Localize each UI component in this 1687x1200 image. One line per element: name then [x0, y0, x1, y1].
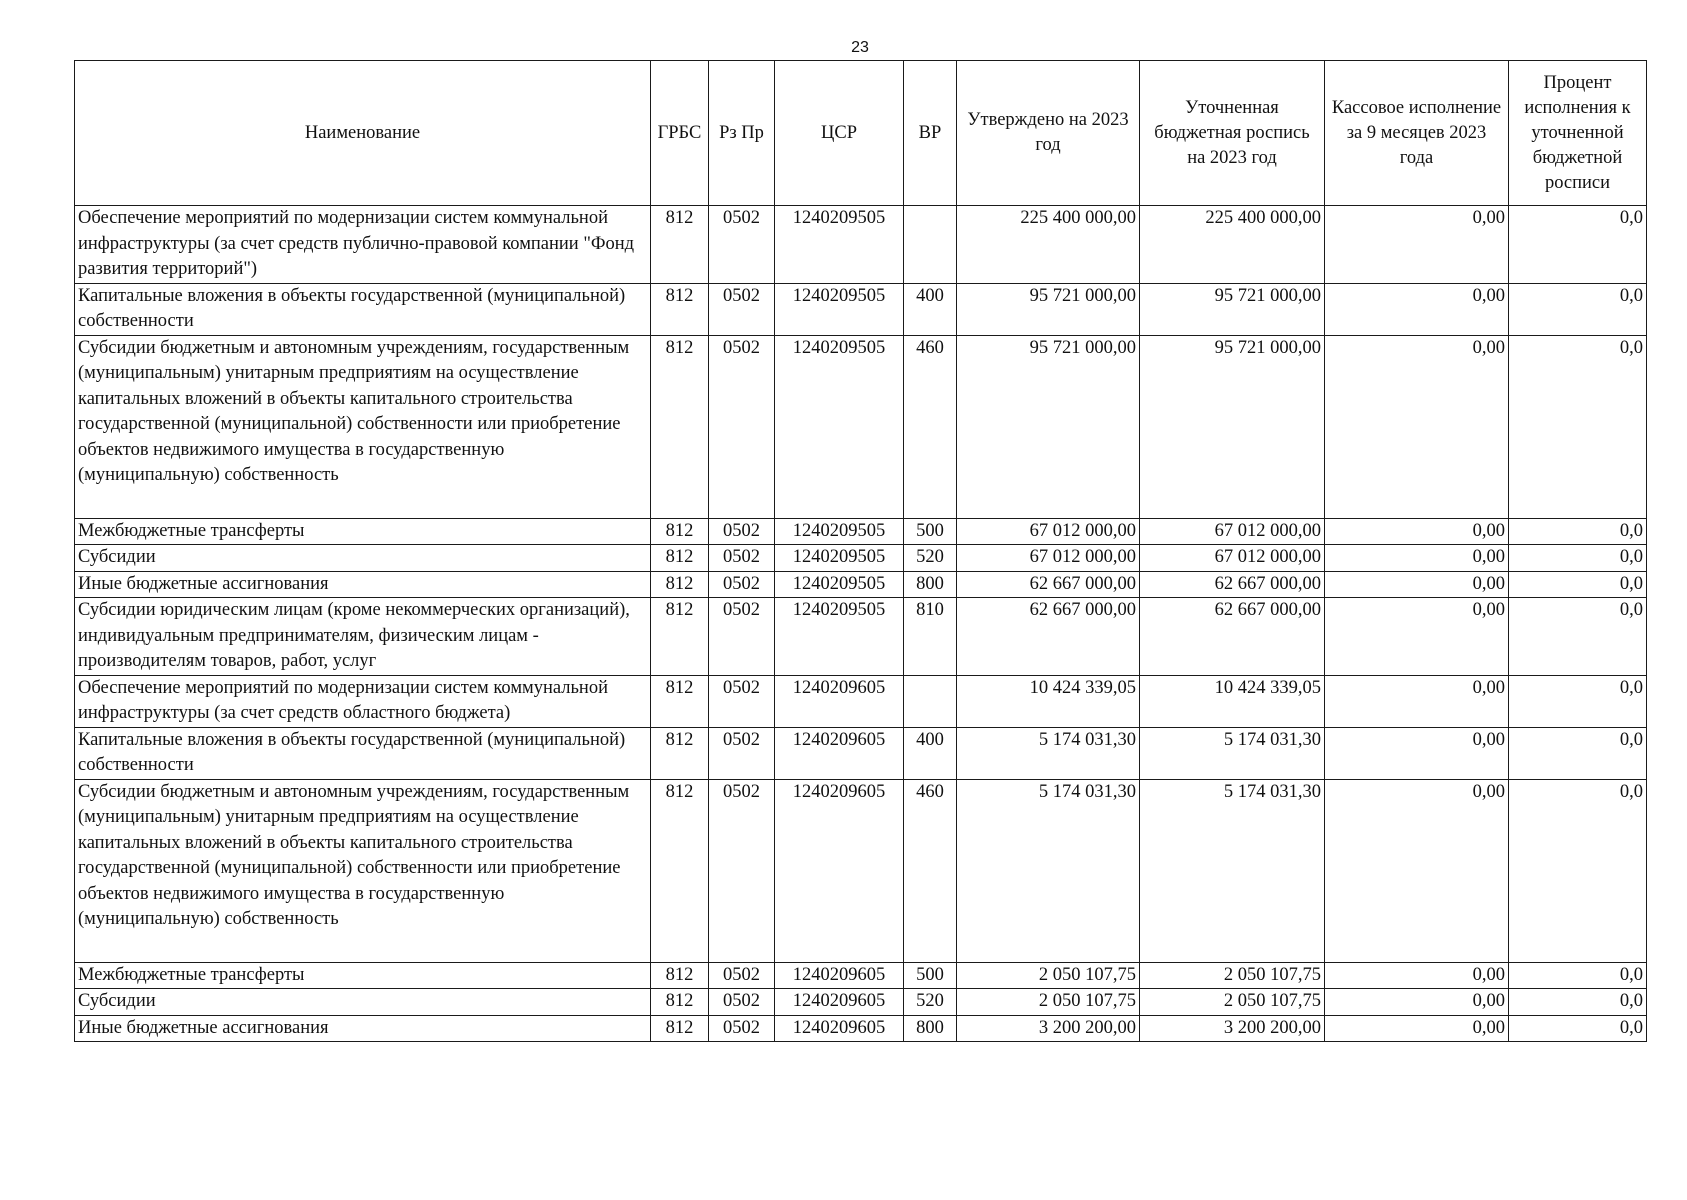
cell-approved: 62 667 000,00: [957, 598, 1140, 676]
header-name: Наименование: [75, 61, 651, 206]
table-row: [75, 989, 1647, 1016]
table-row: [75, 283, 1647, 335]
cell-csr: 1240209605: [775, 675, 904, 727]
cell-name: Субсидии бюджетным и автономным учреждениям, государственным (муниципальным) унитарным предприятиям на осуществление капитальных вложений в объекты капитального строительства государственной (муниципальной) собственности или приобретение объектов недвижимого имущества в государственную (муниципальную) собственность: [75, 779, 651, 962]
cell-vr: 800: [904, 1015, 957, 1042]
cell-csr: 1240209505: [775, 571, 904, 598]
cell-name: Обеспечение мероприятий по модернизации систем коммунальной инфраструктуры (за счет средств областного бюджета): [75, 675, 651, 727]
cell-name: Иные бюджетные ассигнования: [75, 1015, 651, 1042]
cell-percent: 0,0: [1509, 727, 1647, 779]
cell-csr: 1240209605: [775, 962, 904, 989]
table-row: [75, 335, 1647, 518]
cell-vr: 810: [904, 598, 957, 676]
cell-approved: 95 721 000,00: [957, 335, 1140, 518]
cell-cash: 0,00: [1325, 1015, 1509, 1042]
cell-csr: 1240209505: [775, 283, 904, 335]
cell-rzpr: 0502: [709, 283, 775, 335]
cell-rzpr: 0502: [709, 727, 775, 779]
cell-rzpr: 0502: [709, 989, 775, 1016]
cell-vr: 400: [904, 727, 957, 779]
cell-rzpr: 0502: [709, 962, 775, 989]
page-number: 23: [851, 39, 869, 56]
cell-percent: 0,0: [1509, 1015, 1647, 1042]
header-percent: Процент исполнения к уточненной бюджетной росписи: [1509, 61, 1647, 206]
cell-csr: 1240209505: [775, 598, 904, 676]
cell-csr: 1240209605: [775, 989, 904, 1016]
table-body: [75, 206, 1647, 1042]
cell-cash: 0,00: [1325, 779, 1509, 962]
cell-cash: 0,00: [1325, 675, 1509, 727]
header-approved: Утверждено на 2023 год: [957, 61, 1140, 206]
cell-percent: 0,0: [1509, 779, 1647, 962]
cell-vr: 520: [904, 989, 957, 1016]
cell-name: Субсидии юридическим лицам (кроме некоммерческих организаций), индивидуальным предпринимателям, физическим лицам - производителям товаров, работ, услуг: [75, 598, 651, 676]
cell-grbs: 812: [651, 675, 709, 727]
cell-grbs: 812: [651, 727, 709, 779]
cell-csr: 1240209605: [775, 1015, 904, 1042]
cell-rzpr: 0502: [709, 206, 775, 284]
header-grbs: ГРБС: [651, 61, 709, 206]
cell-vr: [904, 206, 957, 284]
cell-refined: 95 721 000,00: [1140, 283, 1325, 335]
cell-refined: 95 721 000,00: [1140, 335, 1325, 518]
table-row: [75, 518, 1647, 545]
cell-cash: 0,00: [1325, 989, 1509, 1016]
cell-cash: 0,00: [1325, 518, 1509, 545]
cell-approved: 95 721 000,00: [957, 283, 1140, 335]
cell-cash: 0,00: [1325, 545, 1509, 572]
cell-approved: 5 174 031,30: [957, 779, 1140, 962]
cell-approved: 62 667 000,00: [957, 571, 1140, 598]
table-row: [75, 779, 1647, 962]
table-row: [75, 1015, 1647, 1042]
cell-percent: 0,0: [1509, 598, 1647, 676]
cell-grbs: 812: [651, 598, 709, 676]
cell-refined: 225 400 000,00: [1140, 206, 1325, 284]
cell-rzpr: 0502: [709, 779, 775, 962]
cell-csr: 1240209605: [775, 779, 904, 962]
table-row: [75, 545, 1647, 572]
cell-rzpr: 0502: [709, 545, 775, 572]
cell-rzpr: 0502: [709, 518, 775, 545]
cell-percent: 0,0: [1509, 206, 1647, 284]
table-header-row: [75, 61, 1647, 206]
header-cash: Кассовое исполнение за 9 месяцев 2023 года: [1325, 61, 1509, 206]
cell-approved: 67 012 000,00: [957, 545, 1140, 572]
cell-cash: 0,00: [1325, 598, 1509, 676]
cell-percent: 0,0: [1509, 335, 1647, 518]
cell-name: Капитальные вложения в объекты государственной (муниципальной) собственности: [75, 283, 651, 335]
cell-csr: 1240209505: [775, 206, 904, 284]
table-row: [75, 675, 1647, 727]
cell-approved: 2 050 107,75: [957, 962, 1140, 989]
cell-percent: 0,0: [1509, 675, 1647, 727]
cell-name: Капитальные вложения в объекты государственной (муниципальной) собственности: [75, 727, 651, 779]
cell-approved: 10 424 339,05: [957, 675, 1140, 727]
header-csr: ЦСР: [775, 61, 904, 206]
cell-grbs: 812: [651, 989, 709, 1016]
cell-csr: 1240209505: [775, 545, 904, 572]
cell-percent: 0,0: [1509, 518, 1647, 545]
cell-grbs: 812: [651, 545, 709, 572]
cell-grbs: 812: [651, 283, 709, 335]
cell-name: Субсидии: [75, 989, 651, 1016]
cell-vr: 460: [904, 779, 957, 962]
cell-percent: 0,0: [1509, 283, 1647, 335]
cell-percent: 0,0: [1509, 571, 1647, 598]
cell-refined: 10 424 339,05: [1140, 675, 1325, 727]
cell-rzpr: 0502: [709, 675, 775, 727]
cell-cash: 0,00: [1325, 206, 1509, 284]
cell-percent: 0,0: [1509, 989, 1647, 1016]
cell-vr: 500: [904, 962, 957, 989]
cell-csr: 1240209505: [775, 518, 904, 545]
header-rzpr: Рз Пр: [709, 61, 775, 206]
cell-approved: 2 050 107,75: [957, 989, 1140, 1016]
cell-refined: 67 012 000,00: [1140, 545, 1325, 572]
cell-refined: 2 050 107,75: [1140, 962, 1325, 989]
table-row: [75, 571, 1647, 598]
budget-table: [74, 60, 1647, 1042]
table-row: [75, 727, 1647, 779]
cell-rzpr: 0502: [709, 335, 775, 518]
cell-vr: 800: [904, 571, 957, 598]
cell-grbs: 812: [651, 1015, 709, 1042]
cell-csr: 1240209605: [775, 727, 904, 779]
cell-approved: 225 400 000,00: [957, 206, 1140, 284]
cell-rzpr: 0502: [709, 1015, 775, 1042]
cell-name: Обеспечение мероприятий по модернизации систем коммунальной инфраструктуры (за счет средств публично-правовой компании "Фонд развития территорий"): [75, 206, 651, 284]
cell-approved: 3 200 200,00: [957, 1015, 1140, 1042]
cell-vr: 460: [904, 335, 957, 518]
cell-vr: 500: [904, 518, 957, 545]
cell-grbs: 812: [651, 335, 709, 518]
cell-grbs: 812: [651, 206, 709, 284]
table-row: [75, 206, 1647, 284]
cell-vr: 520: [904, 545, 957, 572]
cell-rzpr: 0502: [709, 598, 775, 676]
cell-csr: 1240209505: [775, 335, 904, 518]
cell-name: Межбюджетные трансферты: [75, 962, 651, 989]
cell-cash: 0,00: [1325, 727, 1509, 779]
cell-refined: 2 050 107,75: [1140, 989, 1325, 1016]
cell-cash: 0,00: [1325, 962, 1509, 989]
header-refined: Уточненная бюджетная роспись на 2023 год: [1140, 61, 1325, 206]
cell-cash: 0,00: [1325, 283, 1509, 335]
cell-name: Субсидии бюджетным и автономным учреждениям, государственным (муниципальным) унитарным предприятиям на осуществление капитальных вложений в объекты капитального строительства государственной (муниципальной) собственности или приобретение объектов недвижимого имущества в государственную (муниципальную) собственность: [75, 335, 651, 518]
cell-vr: 400: [904, 283, 957, 335]
cell-refined: 62 667 000,00: [1140, 598, 1325, 676]
cell-approved: 67 012 000,00: [957, 518, 1140, 545]
cell-grbs: 812: [651, 962, 709, 989]
cell-approved: 5 174 031,30: [957, 727, 1140, 779]
cell-cash: 0,00: [1325, 571, 1509, 598]
cell-name: Межбюджетные трансферты: [75, 518, 651, 545]
cell-refined: 67 012 000,00: [1140, 518, 1325, 545]
cell-grbs: 812: [651, 571, 709, 598]
cell-refined: 62 667 000,00: [1140, 571, 1325, 598]
cell-percent: 0,0: [1509, 962, 1647, 989]
cell-grbs: 812: [651, 518, 709, 545]
cell-cash: 0,00: [1325, 335, 1509, 518]
table-row: [75, 598, 1647, 676]
cell-grbs: 812: [651, 779, 709, 962]
cell-name: Иные бюджетные ассигнования: [75, 571, 651, 598]
table-row: [75, 962, 1647, 989]
cell-refined: 5 174 031,30: [1140, 779, 1325, 962]
header-vr: ВР: [904, 61, 957, 206]
cell-name: Субсидии: [75, 545, 651, 572]
cell-refined: 5 174 031,30: [1140, 727, 1325, 779]
cell-vr: [904, 675, 957, 727]
cell-refined: 3 200 200,00: [1140, 1015, 1325, 1042]
cell-rzpr: 0502: [709, 571, 775, 598]
cell-percent: 0,0: [1509, 545, 1647, 572]
